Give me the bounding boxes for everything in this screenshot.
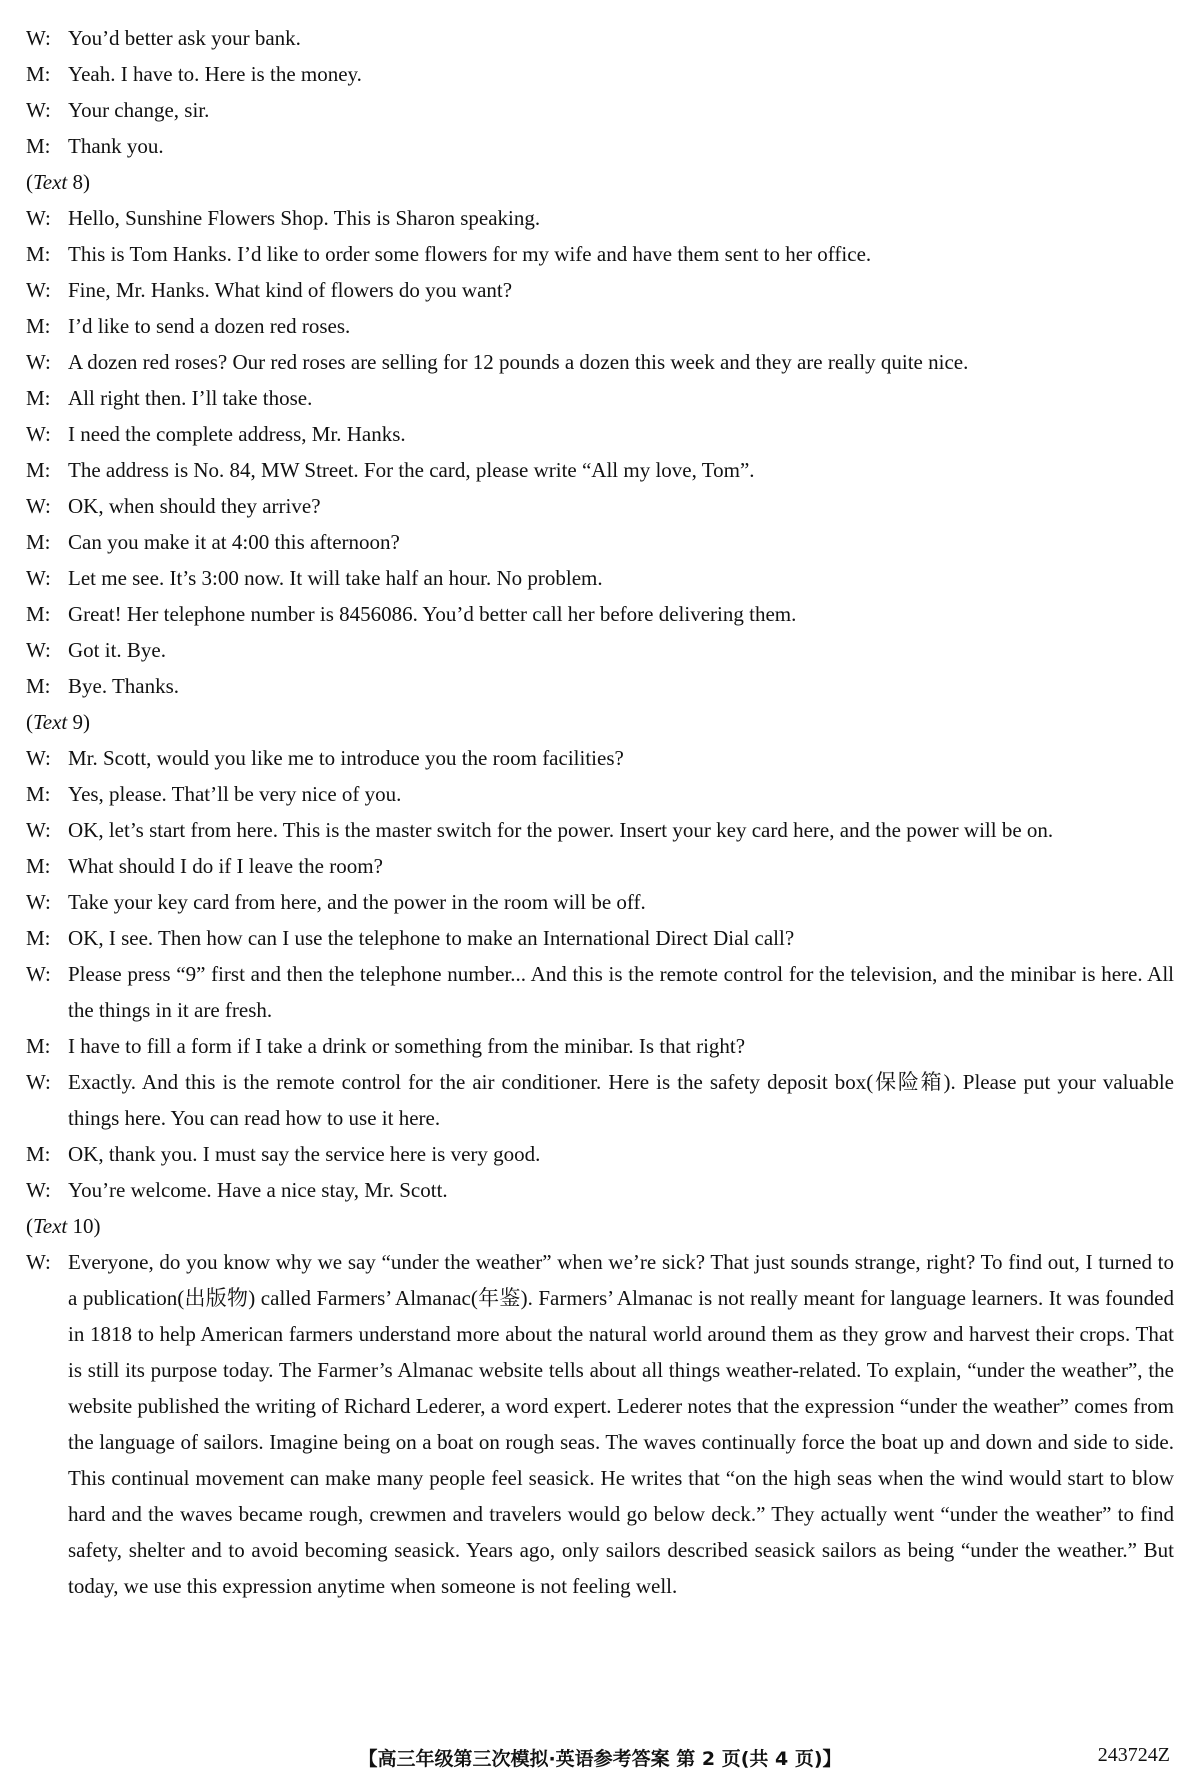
- speaker-label: M:: [26, 134, 51, 158]
- speech-text: What should I do if I leave the room?: [68, 854, 383, 878]
- dialogue-line: [26, 1172, 1174, 1208]
- speaker-label: M:: [26, 458, 51, 482]
- section-label: Text: [33, 1214, 68, 1238]
- speech-text: OK, I see. Then how can I use the telephone to make an International Direct Dial call?: [68, 926, 795, 950]
- dialogue-line: [26, 128, 1174, 164]
- speech-text: Exactly. And this is the remote control for the air conditioner. Here is the safety deposit box(保险箱). Please put your valuable things here. You can read how to use it here.: [68, 1070, 1174, 1130]
- speech-text: Yes, please. That’ll be very nice of you.: [68, 782, 402, 806]
- dialogue-line: [26, 344, 1174, 380]
- transcript: [26, 20, 1174, 1604]
- speech-text: A dozen red roses? Our red roses are selling for 12 pounds a dozen this week and they are really quite nice.: [68, 350, 969, 374]
- speaker-label: M:: [26, 926, 51, 950]
- dialogue-line: [26, 956, 1174, 1028]
- speech-text: Your change, sir.: [68, 98, 210, 122]
- speaker-label: W:: [26, 422, 51, 446]
- speech-text: Fine, Mr. Hanks. What kind of flowers do you want?: [68, 278, 513, 302]
- speaker-label: M:: [26, 782, 51, 806]
- speech-text: Mr. Scott, would you like me to introduce you the room facilities?: [68, 746, 624, 770]
- speech-text: Yeah. I have to. Here is the money.: [68, 62, 362, 86]
- speech-text: All right then. I’ll take those.: [68, 386, 313, 410]
- speaker-label: M:: [26, 242, 51, 266]
- speaker-label: W:: [26, 278, 51, 302]
- page-footer: [0, 1744, 1200, 1776]
- speech-text: You’d better ask your bank.: [68, 26, 301, 50]
- dialogue-line: [26, 920, 1174, 956]
- speaker-label: M:: [26, 386, 51, 410]
- dialogue-line: [26, 560, 1174, 596]
- speech-text: I need the complete address, Mr. Hanks.: [68, 422, 406, 446]
- speech-text: Everyone, do you know why we say “under the weather” when we’re sick? That just sounds strange, right? To find out, I turned to a publication(出版物) called Farmers’ Almanac(年鉴). Farmers’ Almanac is not really meant for language learners. It was founded in 1818 to help American farmers understand more about the natural world around them as they grow and harvest their crops. That is still its purpose today. The Farmer’s Almanac website tells about all things weather-related. To explain, “under the weather”, the website published the writing of Richard Lederer, a word expert. Lederer notes that the expression “under the weather” comes from the language of sailors. Imagine being on a boat on rough seas. The waves continually force the boat up and down and side to side. This continual movement can make many people feel seasick. He writes that “on the high seas when the wind would start to blow hard and the waves became rough, crewmen and travelers would go below deck.” They actually went “under the weather” to find safety, shelter and to avoid becoming seasick. Years ago, only sailors described seasick sailors as being “under the weather.” But today, we use this expression anytime when someone is not feeling well.: [68, 1250, 1174, 1598]
- speaker-label: W:: [26, 1178, 51, 1202]
- dialogue-line: [26, 1064, 1174, 1136]
- section-prefix: (: [26, 710, 33, 734]
- dialogue-line: [26, 488, 1174, 524]
- speaker-label: M:: [26, 602, 51, 626]
- speech-text: Please press “9” first and then the telephone number... And this is the remote control for the television, and the minibar is here. All the things in it are fresh.: [68, 962, 1174, 1022]
- dialogue-line: [26, 56, 1174, 92]
- speech-text: Bye. Thanks.: [68, 674, 180, 698]
- speaker-label: W:: [26, 638, 51, 662]
- dialogue-line: [26, 848, 1174, 884]
- dialogue-line: [26, 236, 1174, 272]
- dialogue-line: [26, 308, 1174, 344]
- footer-code: 243724Z: [1097, 1744, 1170, 1766]
- speaker-label: M:: [26, 1142, 51, 1166]
- speaker-label: W:: [26, 26, 51, 50]
- speech-text: OK, thank you. I must say the service here is very good.: [68, 1142, 541, 1166]
- dialogue-line: [26, 596, 1174, 632]
- speaker-label: M:: [26, 314, 51, 338]
- footer-title: 【高三年级第三次模拟·英语参考答案 第 2 页(共 4 页)】: [358, 1748, 842, 1770]
- section-heading: [26, 1208, 1174, 1244]
- dialogue-line: [26, 452, 1174, 488]
- section-number: 8): [67, 170, 90, 194]
- dialogue-line: [26, 416, 1174, 452]
- dialogue-line: [26, 740, 1174, 776]
- speaker-label: W:: [26, 206, 51, 230]
- speech-text: The address is No. 84, MW Street. For the card, please write “All my love, Tom”.: [68, 458, 755, 482]
- dialogue-line: [26, 200, 1174, 236]
- section-heading: [26, 164, 1174, 200]
- speaker-label: W:: [26, 962, 51, 986]
- speaker-label: W:: [26, 1070, 51, 1094]
- dialogue-line: [26, 1136, 1174, 1172]
- section-number: 9): [67, 710, 90, 734]
- section-heading: [26, 704, 1174, 740]
- speech-text: Let me see. It’s 3:00 now. It will take half an hour. No problem.: [68, 566, 603, 590]
- section-label: Text: [33, 170, 68, 194]
- speech-text: OK, let’s start from here. This is the master switch for the power. Insert your key card here, and the power will be on.: [68, 818, 1054, 842]
- dialogue-line: [26, 272, 1174, 308]
- speech-text: Great! Her telephone number is 8456086. You’d better call her before delivering them.: [68, 602, 797, 626]
- speaker-label: M:: [26, 854, 51, 878]
- section-prefix: (: [26, 1214, 33, 1238]
- speaker-label: W:: [26, 494, 51, 518]
- dialogue-line: [26, 524, 1174, 560]
- speaker-label: W:: [26, 350, 51, 374]
- speaker-label: M:: [26, 674, 51, 698]
- speaker-label: M:: [26, 62, 51, 86]
- dialogue-line: [26, 92, 1174, 128]
- speech-text: Hello, Sunshine Flowers Shop. This is Sharon speaking.: [68, 206, 541, 230]
- speech-text: I have to fill a form if I take a drink or something from the minibar. Is that right?: [68, 1034, 746, 1058]
- speech-text: OK, when should they arrive?: [68, 494, 321, 518]
- dialogue-line: [26, 668, 1174, 704]
- dialogue-line: [26, 812, 1174, 848]
- dialogue-line: [26, 380, 1174, 416]
- speaker-label: W:: [26, 818, 51, 842]
- speech-text: Can you make it at 4:00 this afternoon?: [68, 530, 400, 554]
- speech-text: Thank you.: [68, 134, 164, 158]
- dialogue-line: [26, 632, 1174, 668]
- speaker-label: W:: [26, 746, 51, 770]
- speaker-label: W:: [26, 890, 51, 914]
- dialogue-line: [26, 884, 1174, 920]
- speech-text: This is Tom Hanks. I’d like to order some flowers for my wife and have them sent to her office.: [68, 242, 872, 266]
- speaker-label: M:: [26, 1034, 51, 1058]
- speech-text: I’d like to send a dozen red roses.: [68, 314, 351, 338]
- section-label: Text: [33, 710, 68, 734]
- dialogue-line: [26, 776, 1174, 812]
- speech-text: Got it. Bye.: [68, 638, 166, 662]
- dialogue-line: [26, 1028, 1174, 1064]
- section-prefix: (: [26, 170, 33, 194]
- speaker-label: W:: [26, 98, 51, 122]
- speaker-label: W:: [26, 1250, 51, 1274]
- speaker-label: W:: [26, 566, 51, 590]
- section-number: 10): [67, 1214, 101, 1238]
- speech-text: Take your key card from here, and the power in the room will be off.: [68, 890, 646, 914]
- speech-text: You’re welcome. Have a nice stay, Mr. Scott.: [68, 1178, 448, 1202]
- speaker-label: M:: [26, 530, 51, 554]
- dialogue-line: [26, 20, 1174, 56]
- dialogue-line: [26, 1244, 1174, 1604]
